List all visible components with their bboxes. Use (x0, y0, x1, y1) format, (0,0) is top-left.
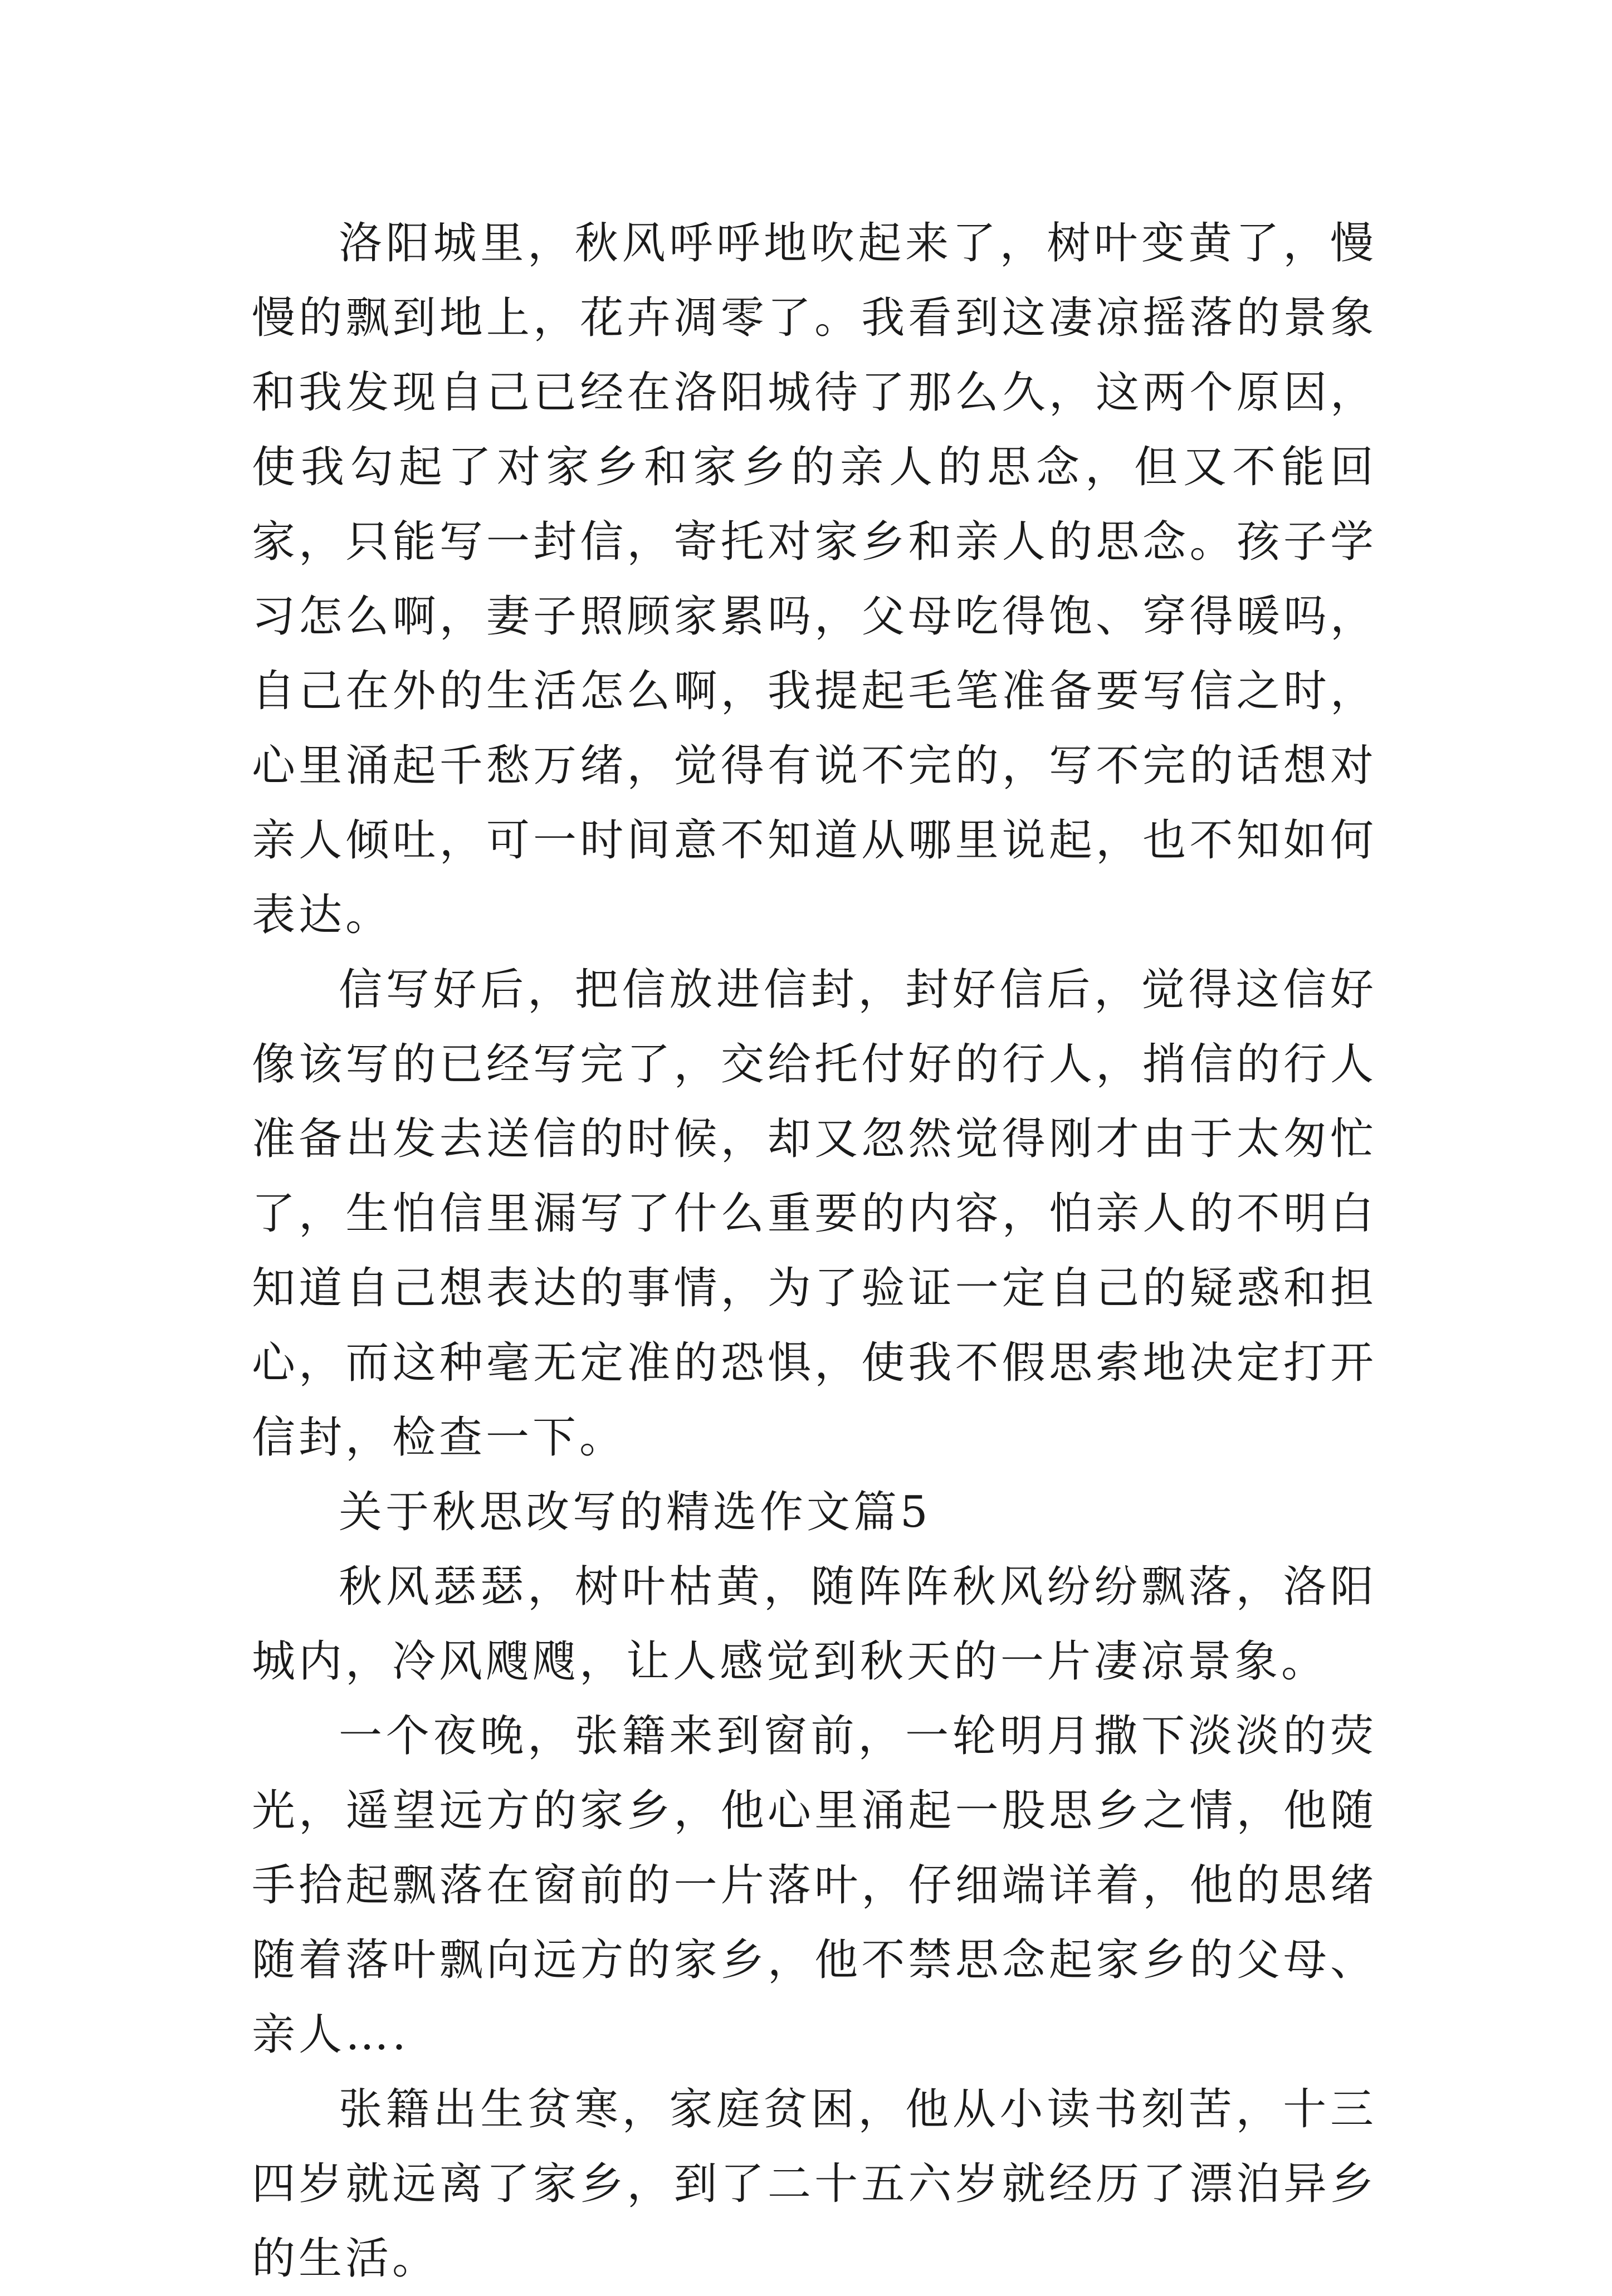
section-heading: 关于秋思改写的精选作文篇5 (339, 1487, 931, 1537)
paragraph-5: 张籍出生贫寒，家庭贫困，他从小读书刻苦，十三四岁就远离了家乡，到了二十五六岁就经历了漂泊异乡的生活。 (252, 2084, 1377, 2284)
paragraph-3: 秋风瑟瑟，树叶枯黄，随阵阵秋风纷纷飘落，洛阳城内，冷风飕飕，让人感觉到秋天的一片凄凉景象。 (252, 1562, 1377, 1687)
paragraph-1: 洛阳城里，秋风呼呼地吹起来了，树叶变黄了，慢慢的飘到地上，花卉凋零了。我看到这凄凉摇落的景象和我发现自己已经在洛阳城待了那么久，这两个原因，使我勾起了对家乡和家乡的亲人的思念，但又不能回家，只能写一封信，寄托对家乡和亲人的思念。孩子学习怎么啊，妻子照顾家累吗，父母吃得饱、穿得暖吗，自己在外的生活怎么啊，我提起毛笔准备要写信之时，心里涌起千愁万绪，觉得有说不完的，写不完的话想对亲人倾吐，可一时间意不知道从哪里说起，也不知如何表达。 (252, 218, 1377, 940)
document-body (252, 206, 1377, 2296)
paragraph-4: 一个夜晚，张籍来到窗前，一轮明月撒下淡淡的荧光，遥望远方的家乡，他心里涌起一股思乡之情，他随手拾起飘落在窗前的一片落叶，仔细端详着，他的思绪随着落叶飘向远方的家乡，他不禁思念起家乡的父母、亲人…. (252, 1711, 1377, 2060)
paragraph-2: 信写好后，把信放进信封，封好信后，觉得这信好像该写的已经写完了，交给托付好的行人，捎信的行人准备出发去送信的时候，却又忽然觉得刚才由于太匆忙了，生怕信里漏写了什么重要的内容，怕亲人的不明白知道自己想表达的事情，为了验证一定自己的疑惑和担心，而这种毫无定准的恐惧，使我不假思索地决定打开信封，检查一下。 (252, 965, 1377, 1463)
